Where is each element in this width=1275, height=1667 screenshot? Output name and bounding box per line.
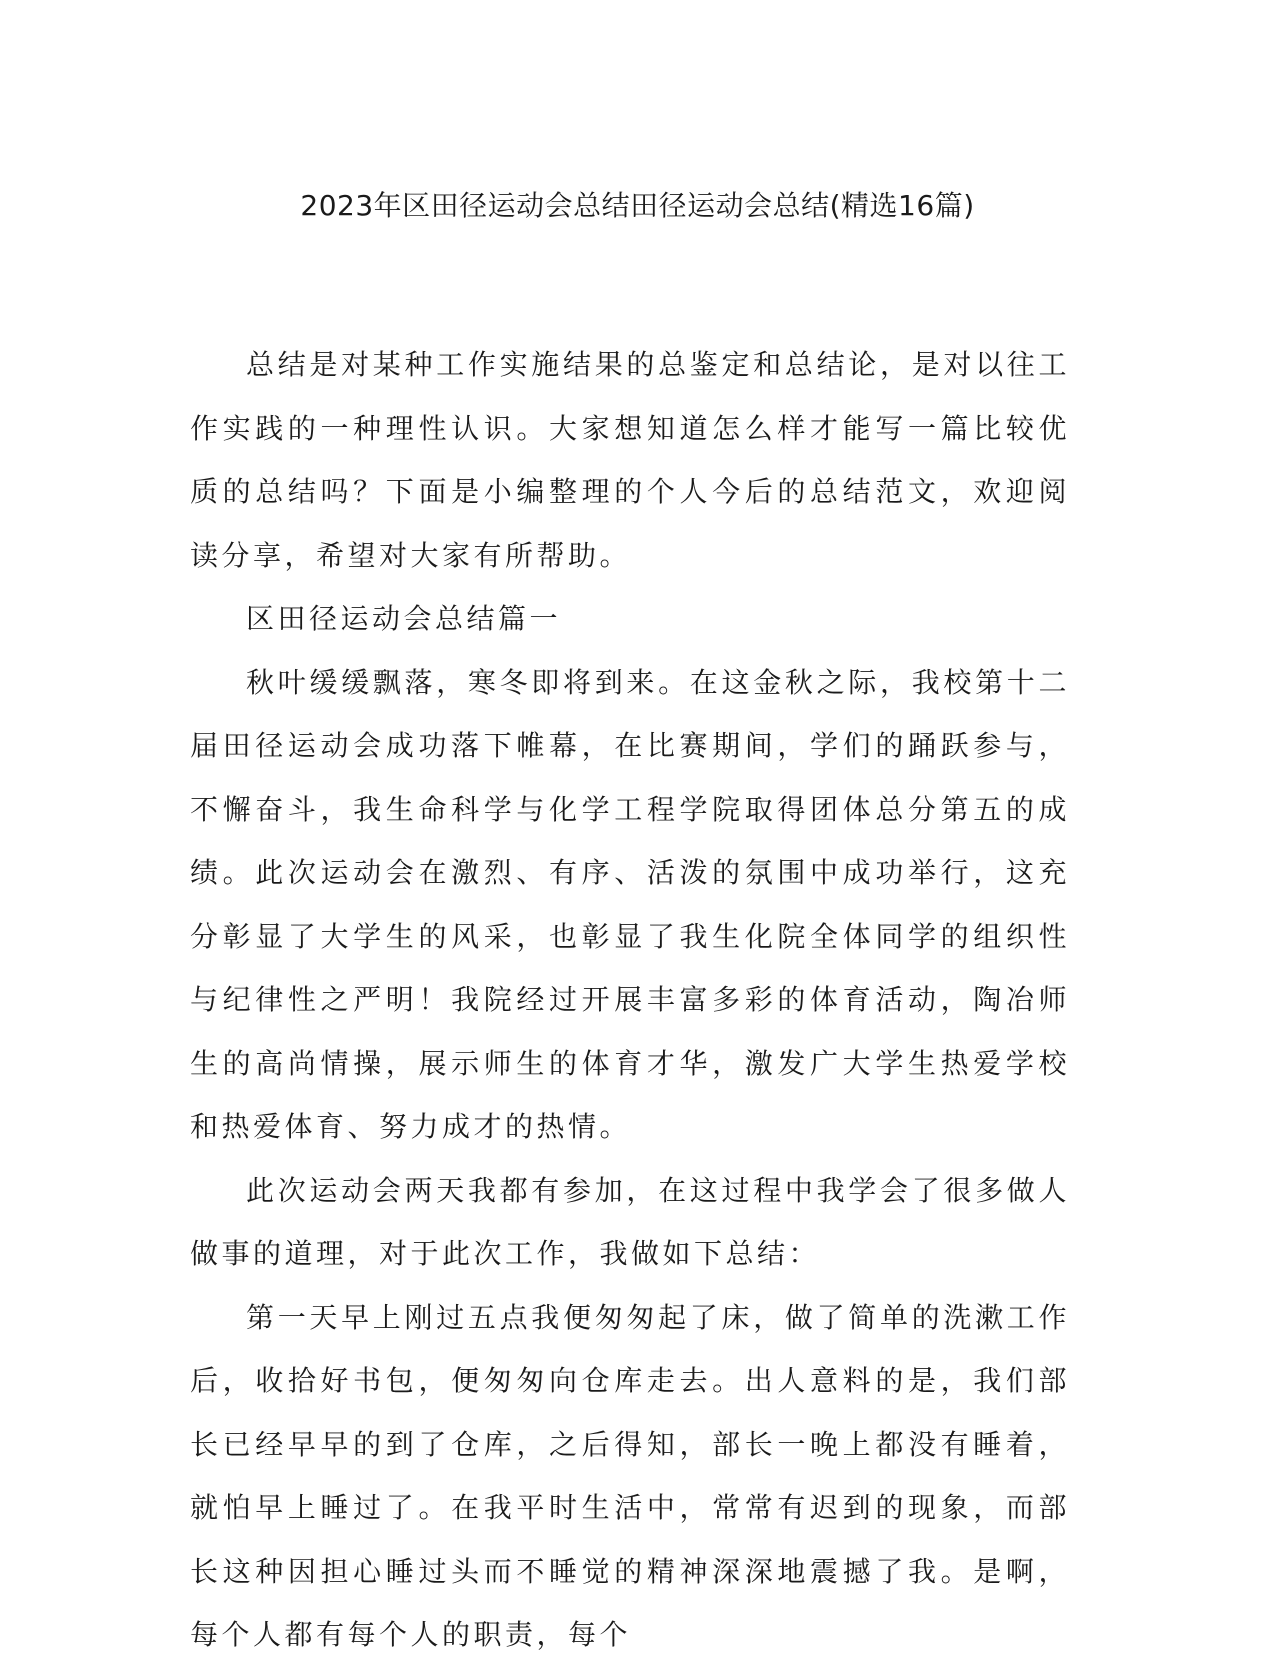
body-paragraph: 此次运动会两天我都有参加，在这过程中我学会了很多做人做事的道理，对于此次工作，我做如下总结： <box>190 1173 1070 1270</box>
body-paragraph: 秋叶缓缓飘落，寒冬即将到来。在这金秋之际，我校第十二届田径运动会成功落下帷幕，在比赛期间，学们的踊跃参与，不懈奋斗，我生命科学与化学工程学院取得团体总分第五的成绩。此次运动会在激烈、有序、活泼的氛围中成功举行，这充分彰显了大学生的风采，也彰显了我生化院全体同学的组织性与纪律性之严明！我院经过开展丰富多彩的体育活动，陶冶师生的高尚情操，展示师生的体育才华，激发广大学生热爱学校和热爱体育、努力成才的热情。 <box>190 665 1070 1143</box>
document-title: 2023年区田径运动会总结田径运动会总结(精选16篇) <box>300 189 975 222</box>
body-paragraph: 第一天早上刚过五点我便匆匆起了床，做了简单的洗漱工作后，收拾好书包，便匆匆向仓库走去。出人意料的是，我们部长已经早早的到了仓库，之后得知，部长一晚上都没有睡着，就怕早上睡过了。在我平时生活中，常常有迟到的现象，而部长这种因担心睡过头而不睡觉的精神深深地震撼了我。是啊，每个人都有每个人的职责，每个 <box>190 1300 1070 1651</box>
intro-paragraph: 总结是对某种工作实施结果的总鉴定和总结论，是对以往工作实践的一种理性认识。大家想知道怎么样才能写一篇比较优质的总结吗？下面是小编整理的个人今后的总结范文，欢迎阅读分享，希望对大家有所帮助。 <box>190 348 1070 572</box>
section-heading: 区田径运动会总结篇一 <box>246 602 562 635</box>
document-body <box>190 333 1070 1667</box>
